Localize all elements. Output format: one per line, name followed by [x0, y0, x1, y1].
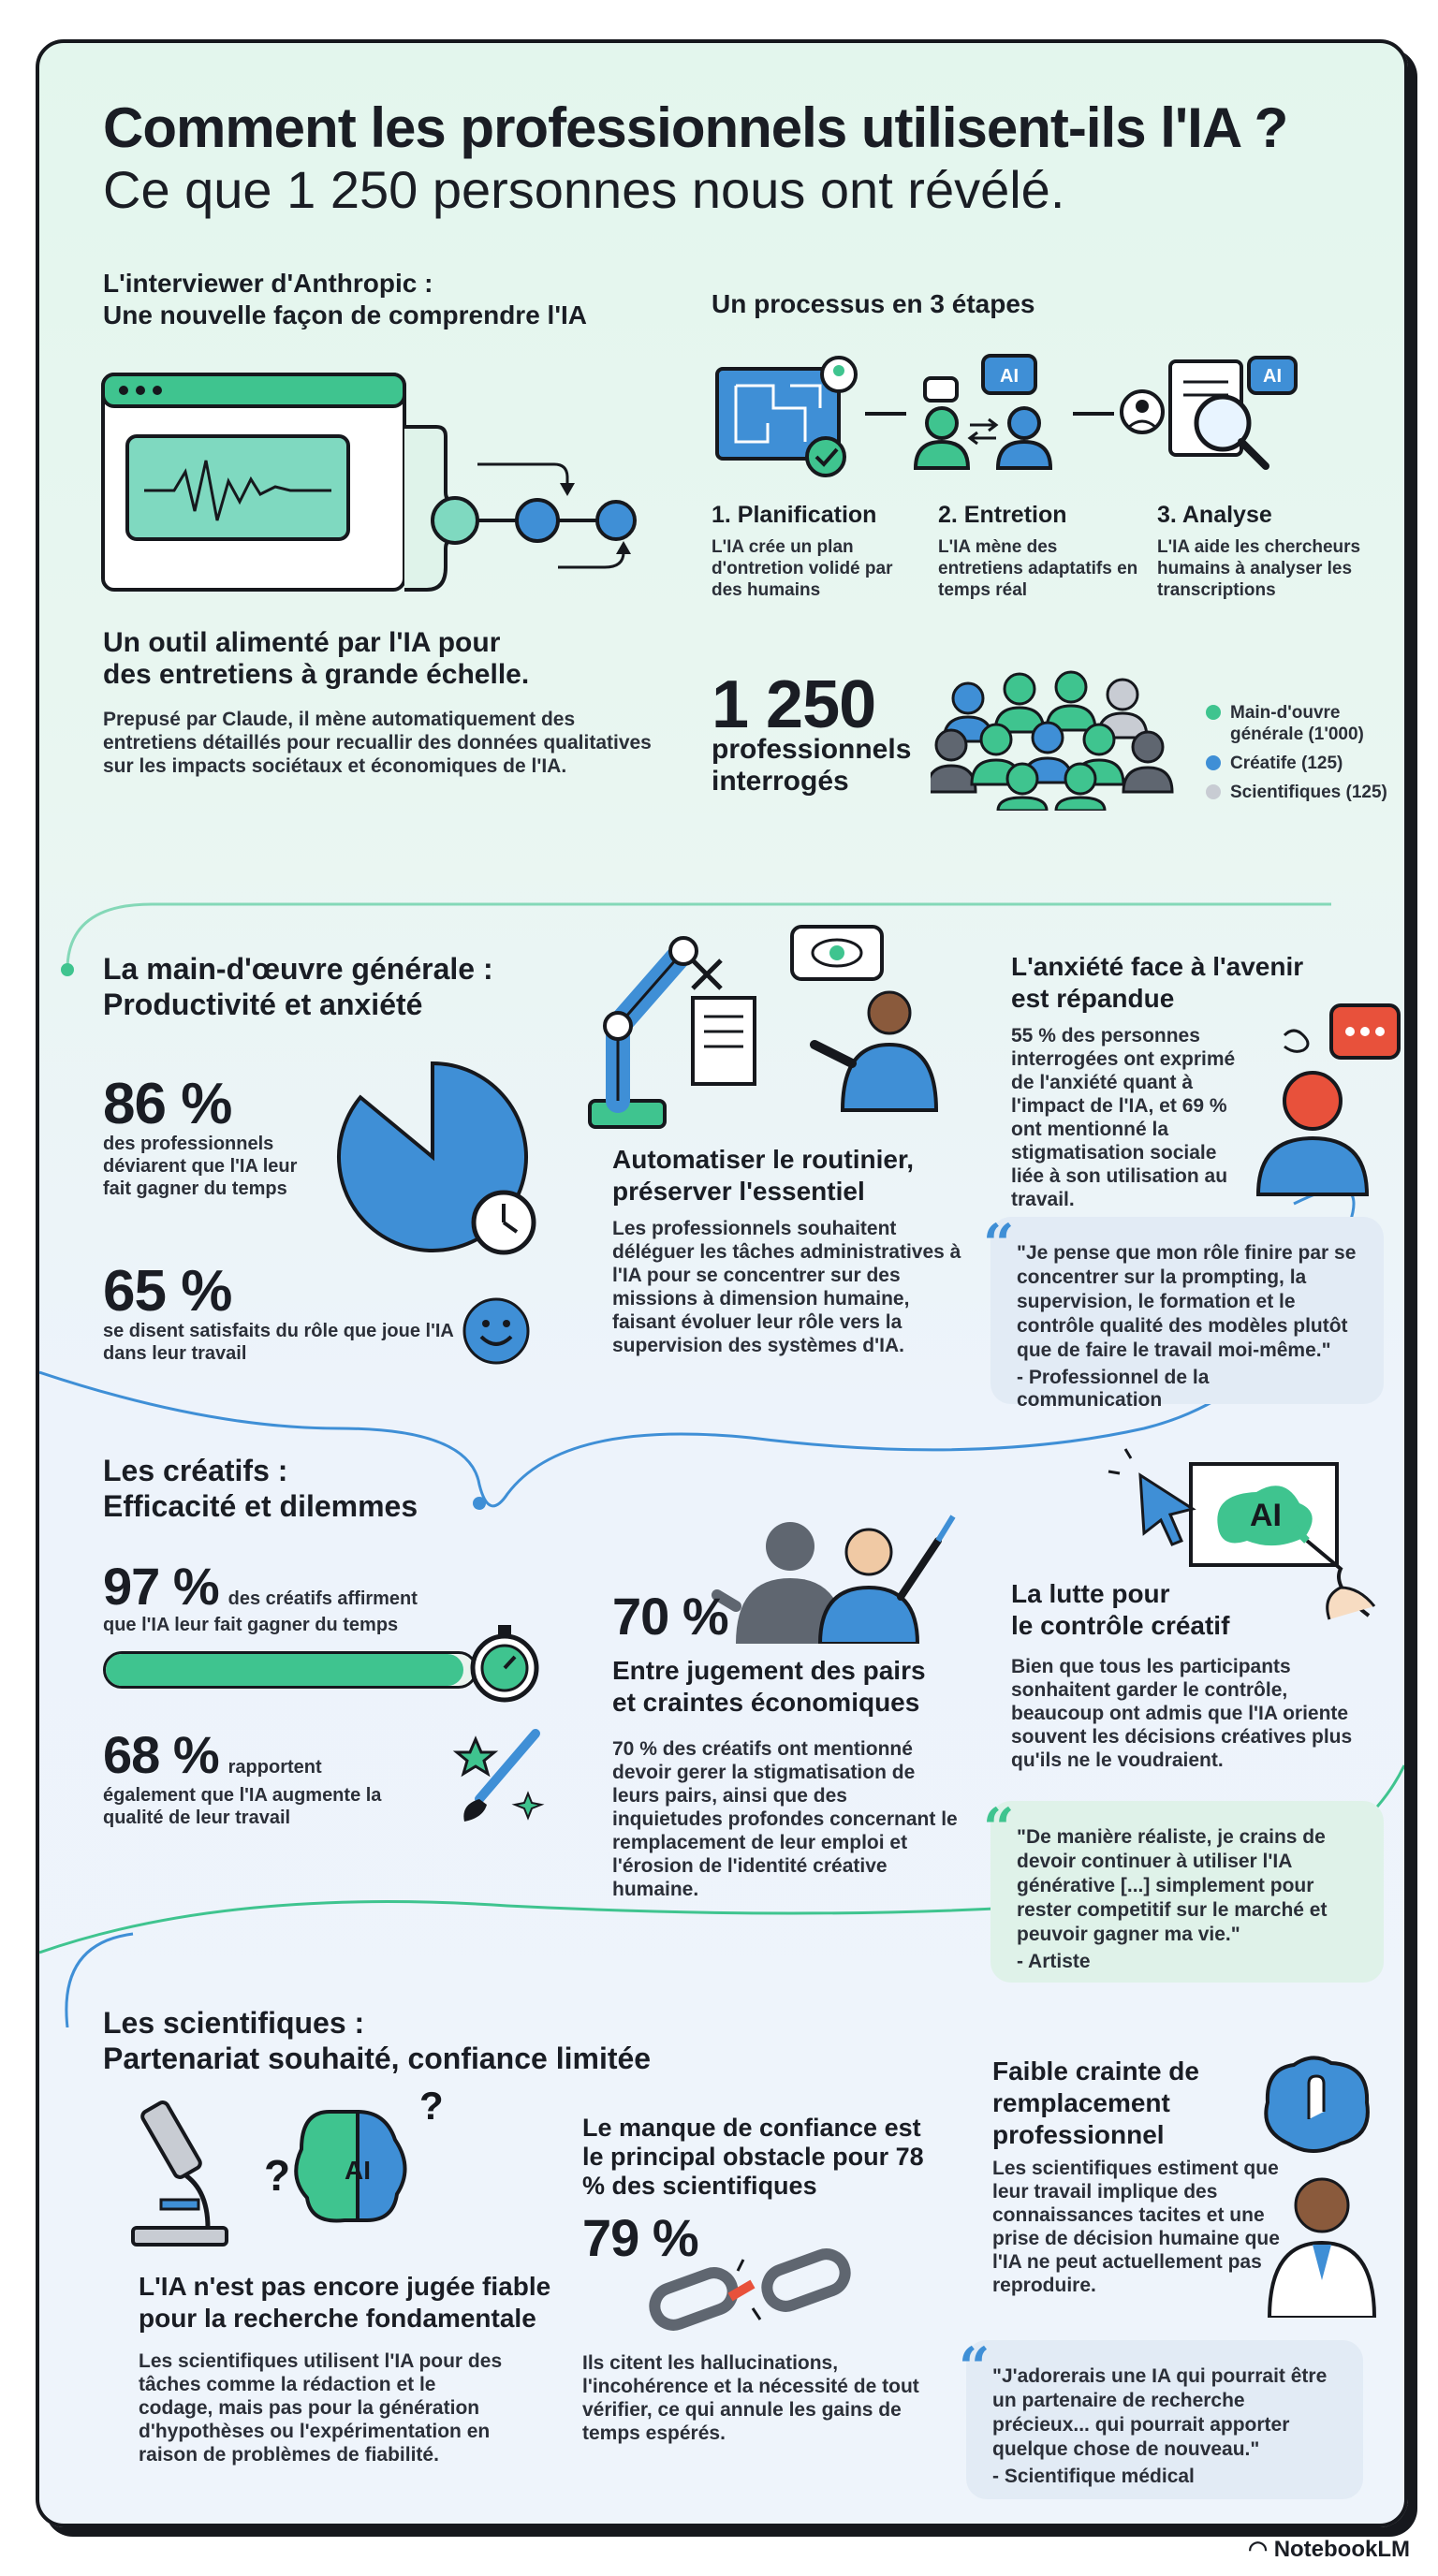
blueprint-icon [717, 358, 856, 476]
creatives-stat2-desc: également que l'IA augmente la qualité de leur travail [103, 1785, 382, 1828]
process-steps-illustration [712, 352, 1367, 520]
pie-86-percent [311, 1045, 554, 1269]
scientists-quote-author: - Scientifique médical [992, 2466, 1195, 2487]
automate-title: Automatiser le routinier, préserver l'essentiel [612, 1145, 915, 1206]
fear-title: Faible crainte de remplacement professionnel [992, 2056, 1199, 2149]
legend-dot-green [1206, 705, 1221, 720]
page-subtitle: Ce que 1 250 personnes nous ont révélé. [103, 160, 1065, 219]
tool-description: Prepusé par Claude, il mène automatiquement des entretiens détaillés pour recuallir des données qualitatives sur les impacts sociétaux et économiques de l'IA. [103, 709, 652, 777]
progress-bar-fill [106, 1654, 463, 1686]
scientists-heading: Les scientifiques : Partenariat souhaité, confiance limitée [103, 2006, 652, 2075]
smiley-icon [459, 1294, 534, 1368]
respondents-legend [1206, 702, 1393, 811]
control-title: La lutte pour le contrôle créatif [1011, 1579, 1230, 1640]
peer-title: Entre jugement des pairs et craintes économiques [612, 1656, 926, 1717]
svg-text:AI: AI [1000, 366, 1019, 387]
process-step-1: 1. Planification L'IA crée un plan d'ontretion volidé par des humains [712, 502, 893, 600]
anxiety-desc: 55 % des personnes interrogées ont exprimé de l'anxiété quant à l'impact de l'IA, et 69 % ont mentionné la stigmatisation sociale liée à son utilisation au travail. [1011, 1025, 1236, 1210]
creatives-quote-text: "De manière réaliste, je crains de devoir continuer à utiliser l'IA générative [...] simplement pour rester competitif sur le marché et peuvoir gagner ma vie." [1017, 1826, 1328, 1945]
notebooklm-icon: ◠ [1248, 2537, 1269, 2562]
progress-bar-97 [103, 1651, 477, 1689]
respondents-label: professionnels interrogés [712, 734, 912, 797]
peer-stat-value: 70 % [612, 1587, 728, 1646]
workforce-stat1-value: 86 % [103, 1072, 232, 1136]
process-step-2: 2. Entretion L'IA mène des entretiens adaptatifs en temps réal [938, 502, 1138, 600]
interview-tool-illustration [99, 371, 642, 651]
scientist-brain-illustration [1256, 2046, 1397, 2318]
page-title: Comment les professionnels utilisent-ils l'IA ? [103, 96, 1288, 159]
quote-mark-icon: “ [959, 2335, 990, 2399]
legend-dot-blue [1206, 755, 1221, 770]
creatives-stat1-desc: que l'IA leur fait gagner du temps [103, 1615, 399, 1635]
process-step-3: 3. Analyse L'IA aide les chercheurs humains à analyser les transcriptions [1157, 502, 1361, 600]
scientists-quote-box [959, 2335, 1363, 2499]
respondents-count: 1 250 [712, 667, 876, 742]
notebooklm-logo: ◠ NotebookLM [1248, 2537, 1410, 2562]
trust-desc: Ils citent les hallucinations, l'incohérence et la nécessité de tout vérifier, ce qui annule les gains de temps espérés. [582, 2352, 919, 2444]
scientists-quote-text: "J'adorerais une IA qui pourrait être un partenaire de recherche précieux... qui pourrait apporter quelque chose de nouveau." [992, 2365, 1328, 2460]
reliable-desc: Les scientifiques utilisent l'IA pour des tâches comme la rédaction et le codage, mais pas pour la génération d'hypothèses ou l'expérimentation en raison de problèmes de fiabilité. [139, 2350, 503, 2466]
robot-arm-illustration [580, 923, 974, 1138]
legend-item-workforce: Main-d'ouvre générale (1'000) [1206, 702, 1393, 745]
workforce-stat1-desc: des professionnels déviarent que l'IA leur fait gagner du temps [103, 1134, 298, 1199]
svg-text:AI: AI [1263, 366, 1282, 387]
workforce-quote-author: - Professionnel de la communication [1017, 1367, 1210, 1411]
quote-mark-icon: “ [983, 1796, 1015, 1860]
creatives-stat2: 68 % rapportent [103, 1725, 322, 1784]
svg-text:?: ? [419, 2084, 444, 2128]
trust-title: Le manque de confiance est le principal obstacle pour 78 % des scientifiques [582, 2114, 924, 2200]
peer-desc: 70 % des créatifs ont mentionné devoir gerer la stigmatisation de leurs pairs, ainsi que des inquietudes profondes concernant le remplacement de leur emploi et l'érosion de l'identité créative humaine. [612, 1738, 958, 1900]
workforce-stat2-value: 65 % [103, 1259, 232, 1324]
artist-shadow-illustration [708, 1503, 979, 1644]
analysis-magnifier-icon [1122, 358, 1296, 466]
legend-item-scientists: Scientifiques (125) [1206, 782, 1393, 803]
tool-title: Un outil alimenté par l'IA pour des entretiens à grande échelle. [103, 627, 530, 690]
svg-text:AI: AI [345, 2156, 371, 2185]
crowd-icon [931, 661, 1183, 811]
creatives-heading: Les créatifs : Efficacité et dilemmes [103, 1454, 418, 1523]
reliable-title: L'IA n'est pas encore jugée fiable pour la recherche fondamentale [139, 2272, 551, 2333]
fear-desc: Les scientifiques estiment que leur travail implique des connaissances tacites et une prise de décision humaine que l'IA ne peut actuellement pas reproduire. [992, 2158, 1280, 2296]
control-desc: Bien que tous les participants sonhaitent garder le contrôle, beaucoup ont admis que l'IA oriente souvent les décisions créatives plus qu'ils ne le voudraient. [1011, 1656, 1353, 1771]
infographic-card [36, 39, 1408, 2527]
svg-text:?: ? [264, 2151, 291, 2200]
interview-people-icon [916, 356, 1050, 468]
anxiety-title: L'anxiété face à l'avenir est répandue [1011, 952, 1304, 1013]
creatives-stat1: 97 % des créatifs affirment [103, 1557, 418, 1616]
workforce-quote-box [983, 1212, 1384, 1411]
workforce-heading: La main-d'œuvre générale : Productivité et anxiété [103, 952, 493, 1021]
legend-item-creatives: Créatife (125) [1206, 753, 1393, 774]
process-heading: Un processus en 3 étapes [712, 289, 1035, 318]
creatives-quote-box [983, 1796, 1384, 1983]
anxious-person-icon [1247, 998, 1406, 1204]
svg-text:AI: AI [1250, 1498, 1282, 1533]
quote-mark-icon: “ [983, 1212, 1015, 1276]
trust-stat-value: 79 % [582, 2208, 698, 2267]
broken-chain-icon [648, 2243, 854, 2336]
workforce-quote-text: "Je pense que mon rôle finire par se concentrer sur la prompting, la supervision, le formation et le contrôle qualité des modèles plutôt que de faire le travail moi-même." [1017, 1242, 1357, 1361]
automate-desc: Les professionnels souhaitent déléguer les tâches administratives à l'IA pour se concentrer sur des missions à dimension humaine, faisant évoluer leur rôle vers la supervision des systèmes d'IA. [612, 1218, 961, 1356]
microscope-brain-illustration [124, 2074, 517, 2261]
stopwatch-icon [462, 1623, 547, 1707]
legend-dot-gray [1206, 784, 1221, 799]
intro-heading: L'interviewer d'Anthropic : Une nouvelle façon de comprendre l'IA [103, 269, 587, 329]
creatives-quote-author: - Artiste [1017, 1951, 1091, 1972]
paintbrush-sparkle-icon [442, 1724, 554, 1827]
workforce-stat2-desc: se disent satisfaits du rôle que joue l'IA dans leur travail [103, 1321, 454, 1364]
